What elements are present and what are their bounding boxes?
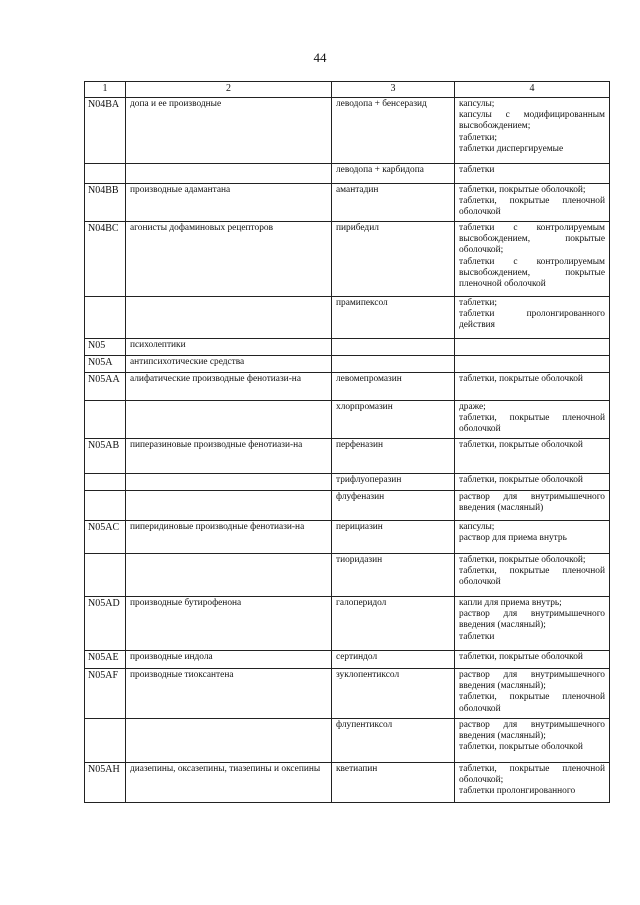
drug-name-cell: флупентиксол	[332, 719, 455, 763]
atc-code-cell	[85, 297, 126, 339]
table-row	[85, 297, 610, 339]
dosage-forms-cell	[455, 164, 610, 184]
dosage-forms-cell	[455, 554, 610, 597]
drug-name-cell: кветиапин	[332, 763, 455, 803]
atc-group-cell: пиперазиновые производные фенотиази-на	[126, 439, 332, 474]
atc-code-cell: N05AE	[85, 651, 126, 669]
dosage-form-line: таблетки, покрытые оболочкой	[459, 475, 583, 485]
drug-name-cell: пирибедил	[332, 222, 455, 297]
table-row	[85, 474, 610, 491]
atc-group-cell: производные индола	[126, 651, 332, 669]
drug-name-cell: трифлуоперазин	[332, 474, 455, 491]
column-header: 3	[332, 82, 455, 98]
page-number: 44	[313, 50, 327, 65]
atc-group-cell: диазепины, оксазепины, тиазепины и оксепины	[126, 763, 332, 803]
atc-code-cell	[85, 401, 126, 439]
drug-name-cell: амантадин	[332, 184, 455, 222]
drug-name-cell: сертиндол	[332, 651, 455, 669]
atc-group-cell: пиперидиновые производные фенотиази-на	[126, 521, 332, 554]
dosage-form-line: таблетки пролонгированного действия	[459, 309, 605, 331]
dosage-forms-cell	[455, 439, 610, 474]
dosage-forms-cell	[455, 339, 610, 356]
atc-group-cell	[126, 401, 332, 439]
atc-code-cell: N05A	[85, 356, 126, 373]
dosage-forms-cell	[455, 98, 610, 164]
dosage-form-line: таблетки	[459, 165, 495, 175]
dosage-form-line: таблетки, покрытые пленочной оболочкой	[459, 196, 605, 218]
atc-code-cell	[85, 719, 126, 763]
atc-code-cell: N05AC	[85, 521, 126, 554]
atc-code-cell	[85, 474, 126, 491]
dosage-form-line: капсулы с модифицированным высвобождением;	[459, 110, 605, 132]
table-row	[85, 98, 610, 164]
atc-group-cell: производные адамантана	[126, 184, 332, 222]
dosage-forms-cell	[455, 763, 610, 803]
table-row	[85, 491, 610, 521]
table-row	[85, 763, 610, 803]
drug-table	[84, 81, 610, 803]
dosage-form-line: капсулы;	[459, 99, 495, 109]
table-row	[85, 669, 610, 719]
dosage-form-line: таблетки, покрытые оболочкой	[459, 742, 583, 753]
dosage-form-line: таблетки;	[459, 132, 498, 143]
drug-name-cell: хлорпромазин	[332, 401, 455, 439]
drug-name-cell: леводопа + карбидопа	[332, 164, 455, 184]
table-row	[85, 222, 610, 297]
dosage-form-line: таблетки;	[459, 298, 498, 308]
table-row	[85, 554, 610, 597]
atc-group-cell: алифатические производные фенотиази-на	[126, 373, 332, 401]
dosage-forms-cell	[455, 491, 610, 521]
dosage-forms-cell	[455, 474, 610, 491]
atc-code-cell: N05	[85, 339, 126, 356]
dosage-form-line: раствор для внутримышечного введения (масляный);	[459, 609, 605, 631]
table-header-row	[85, 82, 610, 98]
dosage-form-line: таблетки, покрытые пленочной оболочкой	[459, 692, 605, 714]
drug-name-cell: тиоридазин	[332, 554, 455, 597]
drug-name-cell: зуклопентиксол	[332, 669, 455, 719]
dosage-form-line: раствор для приема внутрь	[459, 533, 567, 544]
drug-name-cell	[332, 356, 455, 373]
table-body	[85, 98, 610, 803]
atc-code-cell: N05AF	[85, 669, 126, 719]
dosage-form-line: раствор для внутримышечного введения (масляный)	[459, 492, 605, 514]
table-row	[85, 184, 610, 222]
drug-name-cell: перфеназин	[332, 439, 455, 474]
table-row	[85, 719, 610, 763]
dosage-forms-cell	[455, 222, 610, 297]
dosage-form-line: таблетки с контролируемым высвобождением, покрытые оболочкой;	[459, 223, 605, 256]
table-row	[85, 339, 610, 356]
drug-name-cell: перициазин	[332, 521, 455, 554]
table-row	[85, 439, 610, 474]
dosage-form-line: драже;	[459, 402, 486, 412]
table-row	[85, 373, 610, 401]
dosage-form-line: таблетки, покрытые оболочкой	[459, 652, 583, 662]
dosage-form-line: таблетки, покрытые пленочной оболочкой	[459, 413, 605, 435]
dosage-form-line: раствор для внутримышечного введения (масляный);	[459, 670, 605, 692]
atc-code-cell: N04BA	[85, 98, 126, 164]
drug-name-cell: галоперидол	[332, 597, 455, 651]
drug-name-cell: леводопа + бенсеразид	[332, 98, 455, 164]
drug-name-cell: прамипексол	[332, 297, 455, 339]
table-row	[85, 651, 610, 669]
atc-code-cell	[85, 554, 126, 597]
drug-name-cell: флуфеназин	[332, 491, 455, 521]
atc-group-cell: антипсихотические средства	[126, 356, 332, 373]
dosage-forms-cell	[455, 521, 610, 554]
atc-code-cell	[85, 491, 126, 521]
table-row	[85, 401, 610, 439]
atc-group-cell	[126, 719, 332, 763]
atc-group-cell: производные бутирофенона	[126, 597, 332, 651]
dosage-form-line: капли для приема внутрь;	[459, 598, 562, 608]
dosage-forms-cell	[455, 373, 610, 401]
dosage-forms-cell	[455, 356, 610, 373]
dosage-forms-cell	[455, 669, 610, 719]
drug-name-cell: левомепромазин	[332, 373, 455, 401]
atc-group-cell: допа и ее производные	[126, 98, 332, 164]
dosage-forms-cell	[455, 651, 610, 669]
dosage-forms-cell	[455, 597, 610, 651]
atc-group-cell: производные тиоксантена	[126, 669, 332, 719]
dosage-forms-cell	[455, 719, 610, 763]
dosage-form-line: таблетки	[459, 631, 495, 642]
table-row	[85, 356, 610, 373]
atc-code-cell: N04BC	[85, 222, 126, 297]
atc-group-cell: агонисты дофаминовых рецепторов	[126, 222, 332, 297]
dosage-form-line: таблетки диспергируемые	[459, 143, 564, 154]
atc-code-cell: N05AD	[85, 597, 126, 651]
atc-group-cell	[126, 554, 332, 597]
atc-group-cell: психолептики	[126, 339, 332, 356]
dosage-form-line: таблетки пролонгированного	[459, 786, 576, 797]
dosage-form-line: таблетки, покрытые оболочкой;	[459, 555, 586, 565]
dosage-form-line: раствор для внутримышечного введения (масляный);	[459, 720, 605, 742]
column-header: 2	[126, 82, 332, 98]
atc-group-cell	[126, 297, 332, 339]
column-header: 1	[85, 82, 126, 98]
table-row	[85, 164, 610, 184]
atc-group-cell	[126, 164, 332, 184]
dosage-form-line: таблетки, покрытые пленочной оболочкой;	[459, 764, 605, 786]
atc-group-cell	[126, 474, 332, 491]
dosage-form-line: таблетки с контролируемым высвобождением, покрытые пленочной оболочкой	[459, 256, 605, 290]
table-row	[85, 521, 610, 554]
atc-code-cell: N04BB	[85, 184, 126, 222]
dosage-form-line: таблетки, покрытые оболочкой;	[459, 185, 586, 195]
column-header: 4	[455, 82, 610, 98]
atc-code-cell: N05AH	[85, 763, 126, 803]
dosage-form-line: таблетки, покрытые оболочкой	[459, 440, 583, 450]
dosage-forms-cell	[455, 401, 610, 439]
atc-code-cell	[85, 164, 126, 184]
atc-code-cell: N05AB	[85, 439, 126, 474]
dosage-form-line: таблетки, покрытые оболочкой	[459, 374, 583, 384]
dosage-form-line: капсулы;	[459, 522, 495, 532]
dosage-forms-cell	[455, 297, 610, 339]
atc-code-cell: N05AA	[85, 373, 126, 401]
atc-group-cell	[126, 491, 332, 521]
dosage-form-line: таблетки, покрытые пленочной оболочкой	[459, 566, 605, 588]
dosage-forms-cell	[455, 184, 610, 222]
drug-name-cell	[332, 339, 455, 356]
table-row	[85, 597, 610, 651]
